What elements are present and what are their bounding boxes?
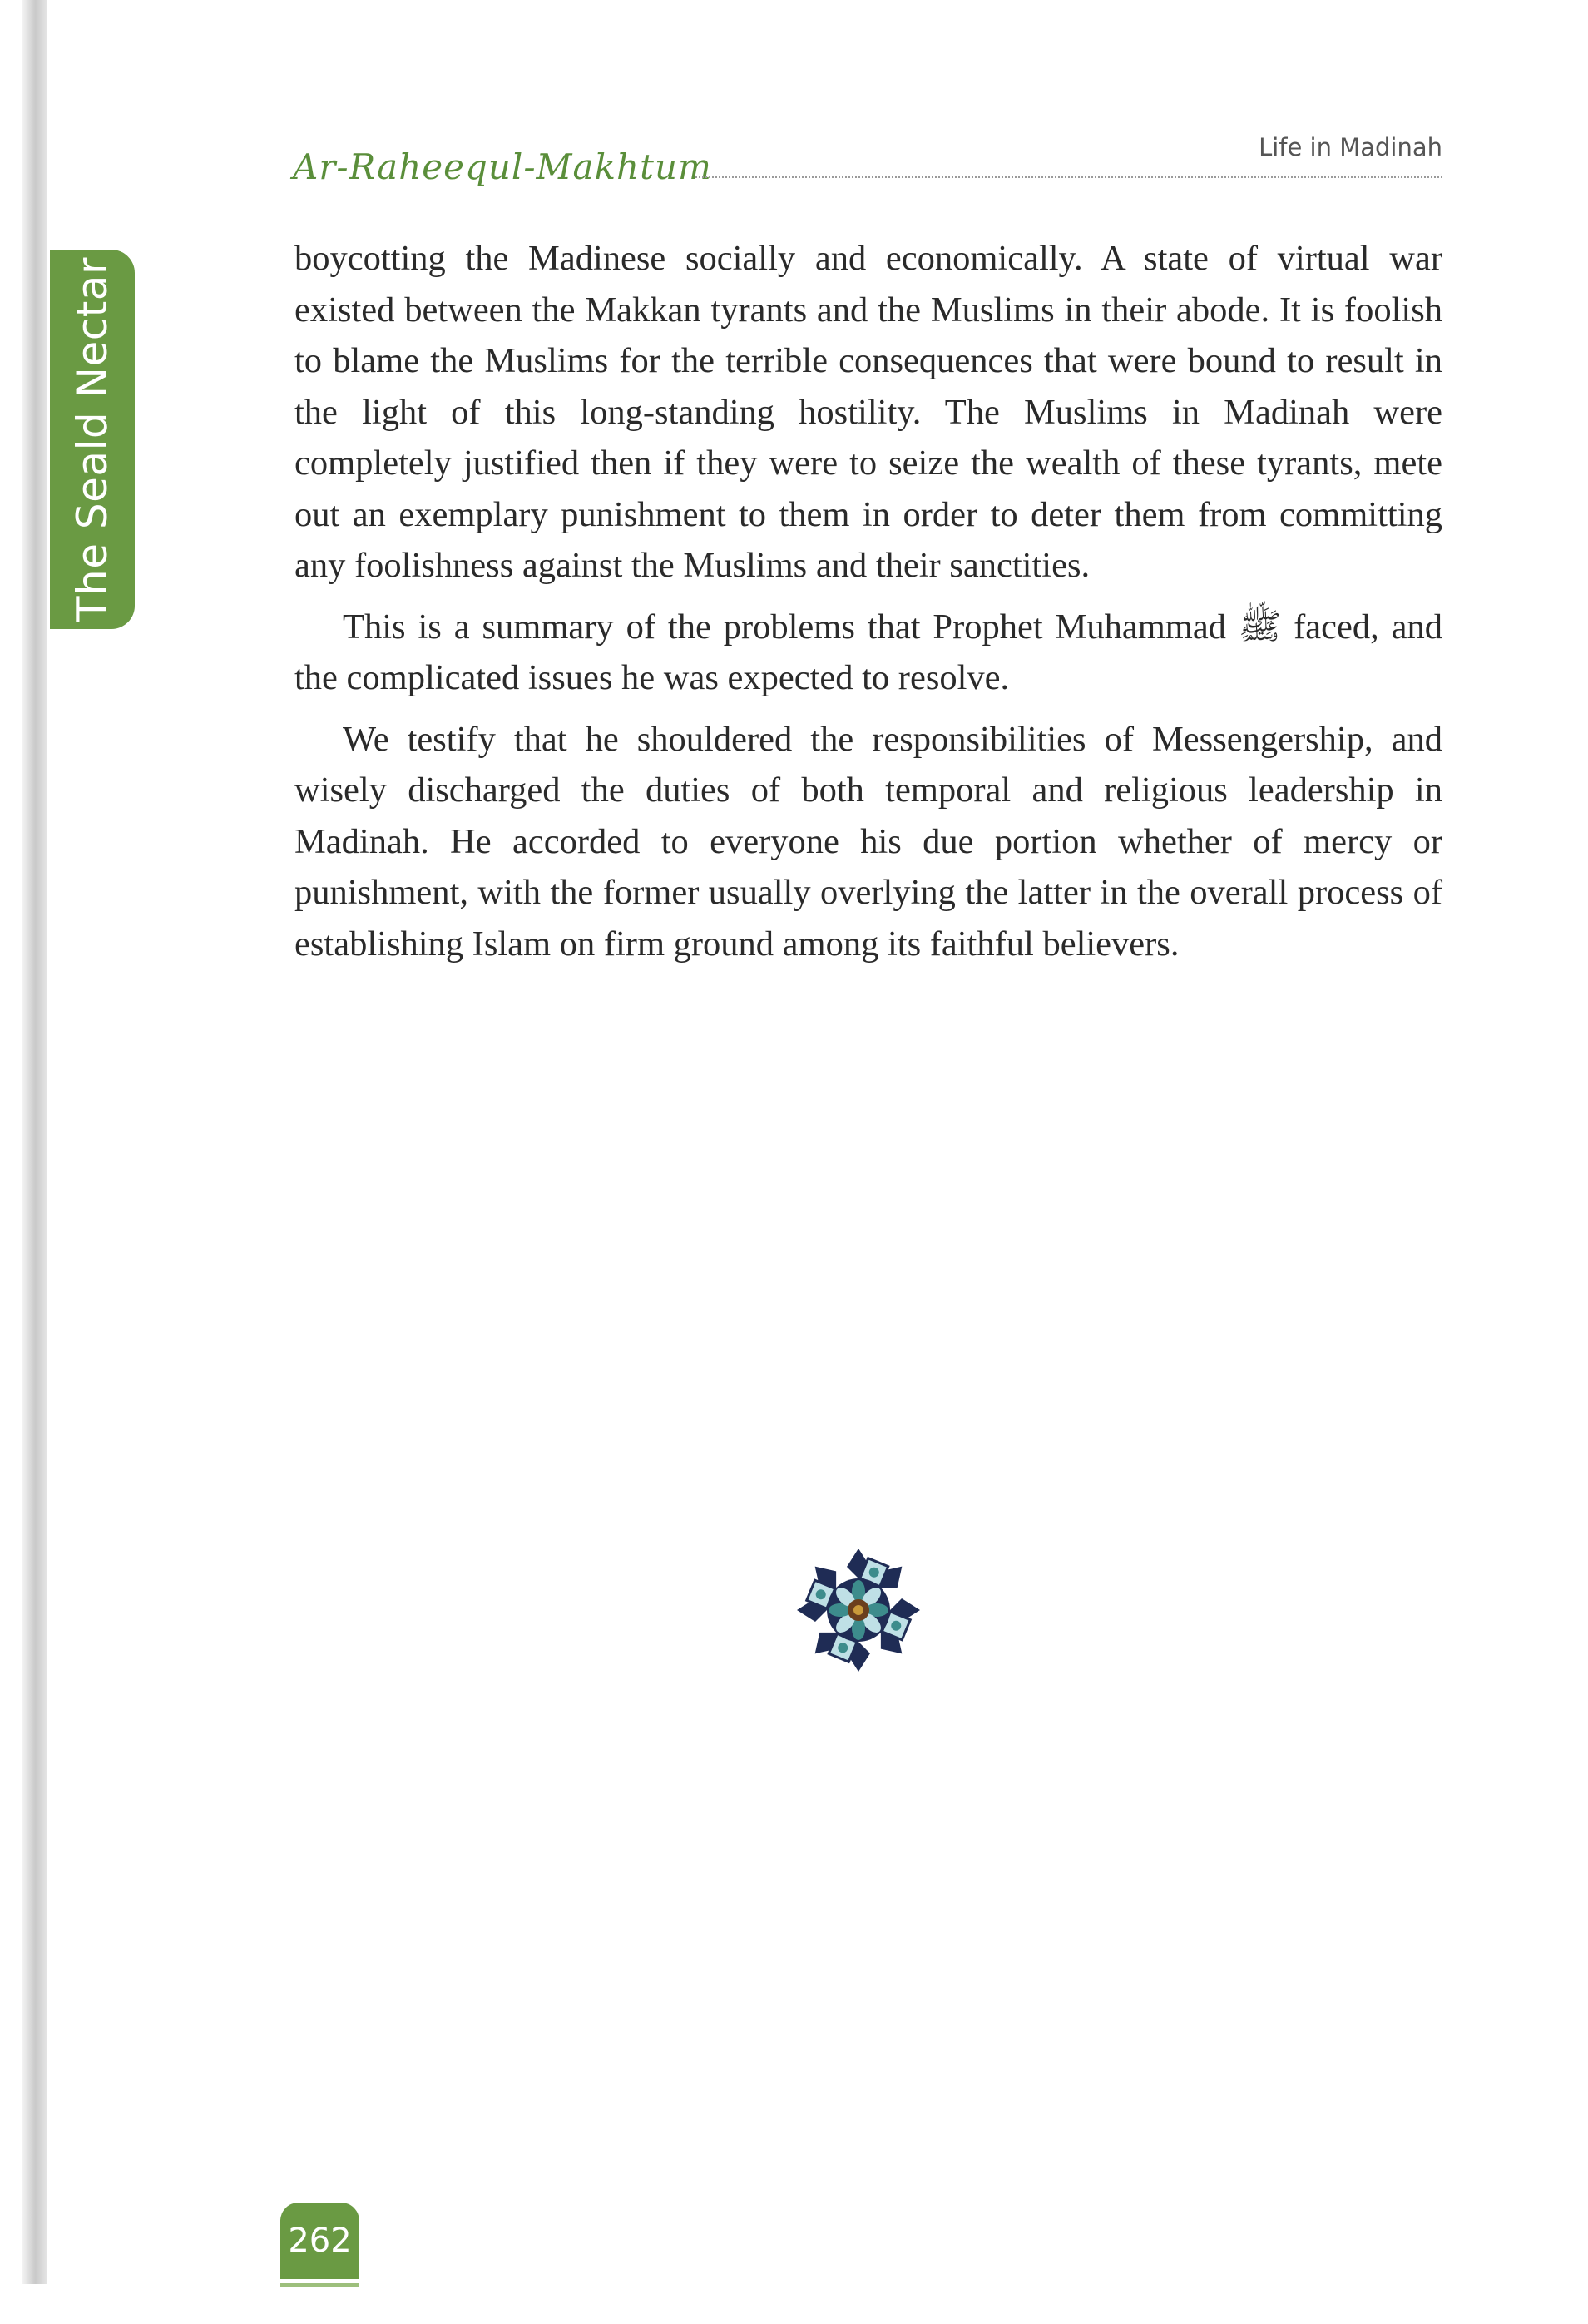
body-paragraph: This is a summary of the problems that Prophet Muhammad ﷺ faced, and the complicated issues he was expected to resolve.	[294, 607, 1443, 697]
body-paragraph: boycotting the Madinese socially and economically. A state of virtual war existed between the Makkan tyrants and the Muslims in their abode. It is foolish to blame the Muslims for the terrible consequences that were bound to result in the light of this long-standing hostility. The Muslims in Madinah were completely justified then if they were to seize the wealth of these tyrants, mete out an exemplary punishment to them in order to deter them from committing any foolishness against the Muslims and their sanctities.	[294, 239, 1442, 585]
book-spine-shadow	[22, 0, 47, 2284]
body-paragraph: We testify that he shouldered the responsibilities of Messengership, and wisely discharged the duties of both temporal and religious leadership in Madinah. He accorded to everyone his due portion whether of mercy or punishment, with the former usually overlying the latter in the overall process of establishing Islam on firm ground among its faithful believers.	[294, 719, 1442, 964]
side-tab	[50, 250, 135, 629]
side-tab-label: The Seald Nectar	[68, 256, 116, 622]
running-header-section: Life in Madinah	[1259, 133, 1442, 161]
rosette-ornament-icon	[796, 1548, 921, 1672]
page-body	[294, 233, 1442, 979]
header-dotted-rule	[695, 176, 1442, 178]
running-header-title: Ar-Raheequl-Makhtum	[293, 146, 712, 187]
page-number-underline	[280, 2283, 359, 2287]
page-number: 262	[280, 2203, 359, 2279]
